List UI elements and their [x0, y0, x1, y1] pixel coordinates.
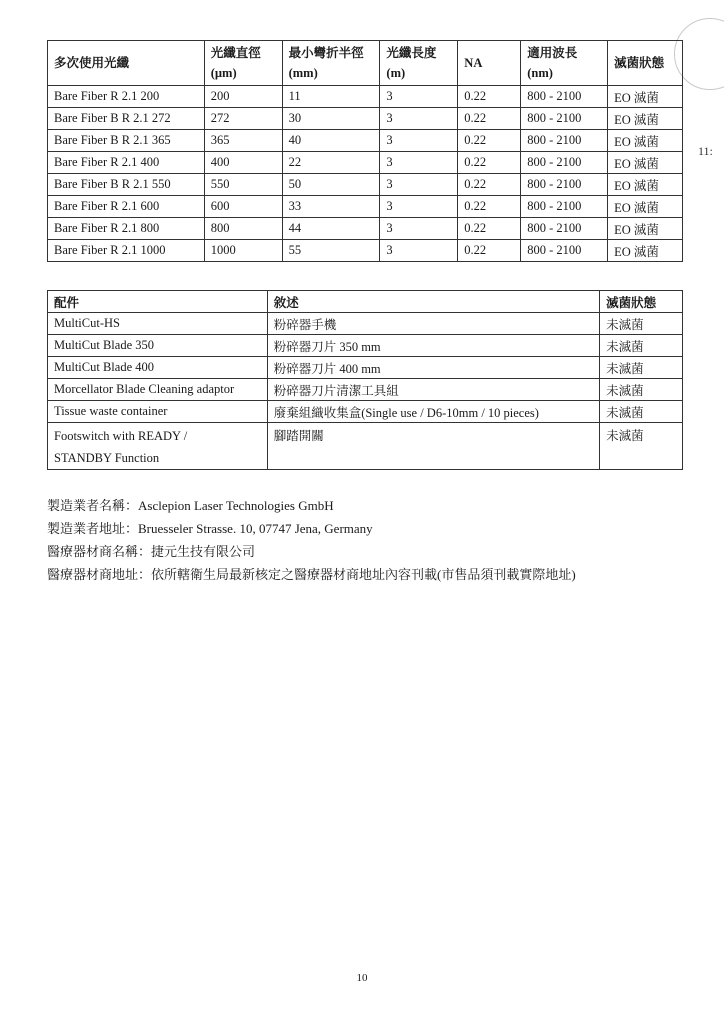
accessory-table: [47, 290, 683, 470]
bend-radius: 40: [282, 130, 380, 152]
header-part: 配件: [48, 291, 268, 313]
manufacturer-info: [47, 494, 576, 586]
fiber-table: [47, 40, 683, 262]
fiber-name: Bare Fiber R 2.1 800: [48, 218, 205, 240]
part-name: MultiCut Blade 400: [48, 357, 268, 379]
fiber-length: 3: [380, 108, 458, 130]
core-diameter: 365: [204, 130, 282, 152]
fiber-length: 3: [380, 86, 458, 108]
sterilization: EO 滅菌: [608, 240, 683, 262]
header-na: NA: [458, 41, 521, 86]
bend-radius: 50: [282, 174, 380, 196]
header-wavelength: 適用波長 (nm): [521, 41, 608, 86]
part-description: 粉碎器刀片清潔工具組: [267, 379, 599, 401]
sterilization: 未滅菌: [600, 401, 683, 423]
fiber-name: Bare Fiber B R 2.1 365: [48, 130, 205, 152]
manufacturer-address: 製造業者地址：Bruesseler Strasse. 10, 07747 Jena, Germany: [47, 521, 373, 536]
header-min-bend-radius: 最小彎折半徑 (mm): [282, 41, 380, 86]
bend-radius: 44: [282, 218, 380, 240]
wavelength: 800 - 2100: [521, 152, 608, 174]
part-description: 粉碎器手機: [267, 313, 599, 335]
sterilization: EO 滅菌: [608, 130, 683, 152]
bend-radius: 55: [282, 240, 380, 262]
header-core-diameter: 光纖直徑 (µm): [204, 41, 282, 86]
core-diameter: 550: [204, 174, 282, 196]
sterilization: 未滅菌: [600, 357, 683, 379]
fiber-length: 3: [380, 130, 458, 152]
bend-radius: 11: [282, 86, 380, 108]
sterilization: EO 滅菌: [608, 86, 683, 108]
core-diameter: 600: [204, 196, 282, 218]
core-diameter: 1000: [204, 240, 282, 262]
table-row: [48, 335, 683, 357]
core-diameter: 200: [204, 86, 282, 108]
na-value: 0.22: [458, 108, 521, 130]
table-row: [48, 196, 683, 218]
na-value: 0.22: [458, 240, 521, 262]
distributor-address: 醫療器材商地址：依所轄衛生局最新核定之醫療器材商地址內容刊載(市售品須刊載實際地址): [47, 567, 576, 582]
sterilization: 未滅菌: [600, 335, 683, 357]
core-diameter: 800: [204, 218, 282, 240]
wavelength: 800 - 2100: [521, 108, 608, 130]
bend-radius: 22: [282, 152, 380, 174]
na-value: 0.22: [458, 174, 521, 196]
fiber-length: 3: [380, 196, 458, 218]
table-row: [48, 357, 683, 379]
fiber-name: Bare Fiber R 2.1 1000: [48, 240, 205, 262]
table-row: [48, 218, 683, 240]
margin-mark: 11:: [698, 144, 713, 158]
part-name: MultiCut Blade 350: [48, 335, 268, 357]
fiber-name: Bare Fiber R 2.1 200: [48, 86, 205, 108]
sterilization: 未滅菌: [600, 423, 683, 470]
manufacturer-name: 製造業者名稱：Asclepion Laser Technologies GmbH: [47, 498, 334, 513]
wavelength: 800 - 2100: [521, 240, 608, 262]
table-row: [48, 130, 683, 152]
header-sterilization: 滅菌狀態: [608, 41, 683, 86]
accessory-table-header: [48, 291, 683, 313]
fiber-name: Bare Fiber B R 2.1 272: [48, 108, 205, 130]
bend-radius: 33: [282, 196, 380, 218]
bend-radius: 30: [282, 108, 380, 130]
sterilization: EO 滅菌: [608, 174, 683, 196]
na-value: 0.22: [458, 196, 521, 218]
fiber-length: 3: [380, 218, 458, 240]
table-row: [48, 108, 683, 130]
wavelength: 800 - 2100: [521, 174, 608, 196]
header-fiber-name: 多次使用光纖: [48, 41, 205, 86]
fiber-name: Bare Fiber R 2.1 400: [48, 152, 205, 174]
na-value: 0.22: [458, 152, 521, 174]
fiber-name: Bare Fiber R 2.1 600: [48, 196, 205, 218]
sterilization: 未滅菌: [600, 379, 683, 401]
fiber-length: 3: [380, 240, 458, 262]
table-row: [48, 86, 683, 108]
sterilization: EO 滅菌: [608, 196, 683, 218]
table-row: [48, 379, 683, 401]
table-row: [48, 174, 683, 196]
distributor-name: 醫療器材商名稱：捷元生技有限公司: [47, 544, 256, 559]
sterilization: EO 滅菌: [608, 152, 683, 174]
na-value: 0.22: [458, 218, 521, 240]
table-row: [48, 423, 683, 470]
na-value: 0.22: [458, 86, 521, 108]
wavelength: 800 - 2100: [521, 86, 608, 108]
core-diameter: 400: [204, 152, 282, 174]
table-row: [48, 313, 683, 335]
header-description: 敘述: [267, 291, 599, 313]
fiber-name: Bare Fiber B R 2.1 550: [48, 174, 205, 196]
na-value: 0.22: [458, 130, 521, 152]
part-name: Footswitch with READY / STANDBY Function: [48, 423, 268, 470]
wavelength: 800 - 2100: [521, 196, 608, 218]
core-diameter: 272: [204, 108, 282, 130]
wavelength: 800 - 2100: [521, 130, 608, 152]
table-row: [48, 240, 683, 262]
table-row: [48, 401, 683, 423]
page-number: 10: [356, 972, 368, 984]
sterilization: EO 滅菌: [608, 108, 683, 130]
header-fiber-length: 光纖長度 (m): [380, 41, 458, 86]
fiber-length: 3: [380, 152, 458, 174]
table-row: [48, 152, 683, 174]
part-name: Morcellator Blade Cleaning adaptor: [48, 379, 268, 401]
part-name: Tissue waste container: [48, 401, 268, 423]
part-description: 粉碎器刀片 400 mm: [267, 357, 599, 379]
part-description: 廢棄組織收集盒(Single use / D6-10mm / 10 pieces): [267, 401, 599, 423]
header-sterilization: 滅菌狀態: [600, 291, 683, 313]
sterilization: EO 滅菌: [608, 218, 683, 240]
fiber-table-header: [48, 41, 683, 86]
part-description: 腳踏開關: [267, 423, 599, 470]
part-name: MultiCut-HS: [48, 313, 268, 335]
sterilization: 未滅菌: [600, 313, 683, 335]
wavelength: 800 - 2100: [521, 218, 608, 240]
fiber-length: 3: [380, 174, 458, 196]
part-description: 粉碎器刀片 350 mm: [267, 335, 599, 357]
